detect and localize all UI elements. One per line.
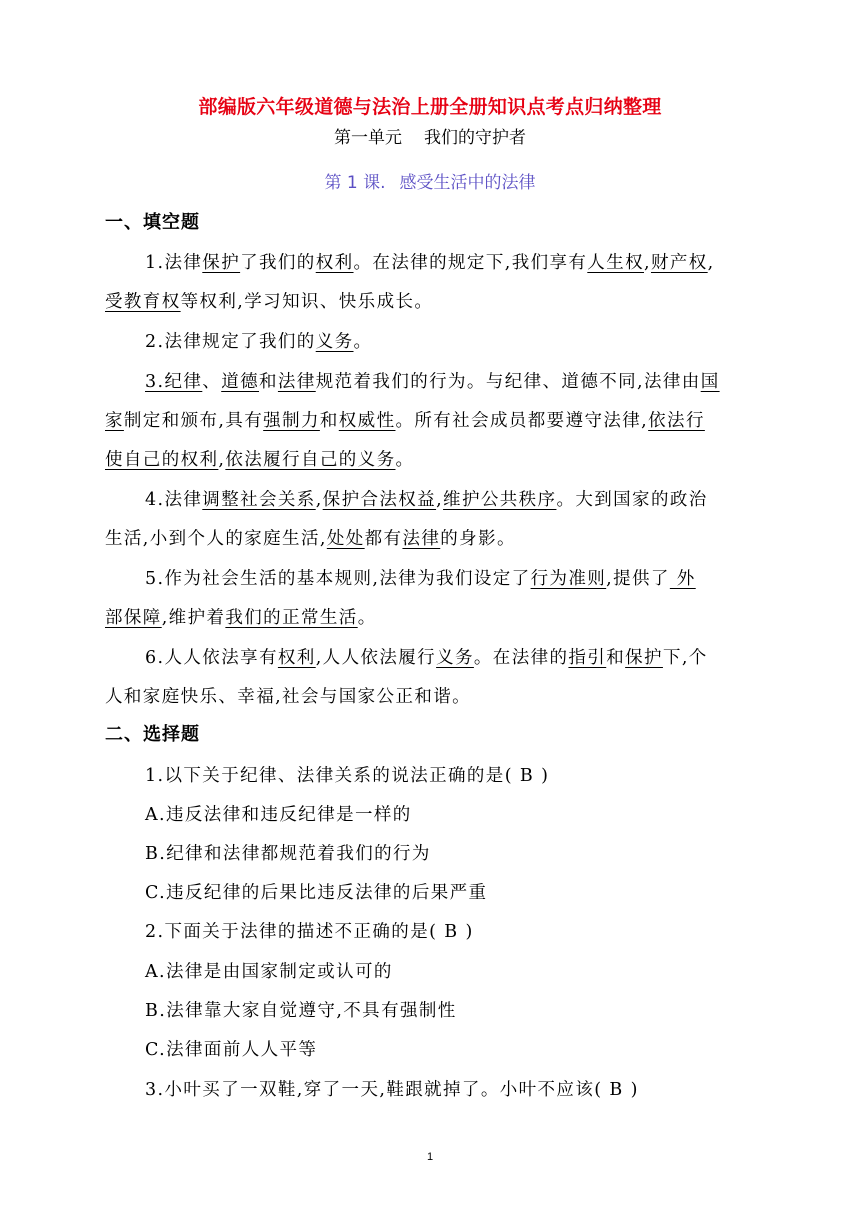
answer-blank: 受教育权 xyxy=(105,292,181,312)
answer-blank: 强制力 xyxy=(263,411,320,431)
answer-blank: 保护 xyxy=(202,253,241,273)
answer-blank: 权威性 xyxy=(338,411,396,431)
fill-q6-line2: 人和家庭快乐、幸福,社会与国家公正和谐。 xyxy=(105,687,472,707)
answer-blank: 指引 xyxy=(568,648,607,668)
answer-blank: 使自己的权利 xyxy=(105,450,219,470)
answer-blank: 依法行 xyxy=(648,411,705,431)
document-title: 部编版六年级道德与法治上册全册知识点考点归纳整理 xyxy=(198,96,662,118)
answer-blank: 法律 xyxy=(277,372,316,392)
section-heading-choice: 二、选择题 xyxy=(105,724,200,745)
choice-q1-option-b: B.纪律和法律都规范着我们的行为 xyxy=(145,844,431,864)
lesson-name: 感受生活中的法律 xyxy=(399,173,536,193)
fill-q3-line1: 3.纪律、道德和法律规范着我们的行为。与纪律、道德不同,法律由国 xyxy=(145,372,720,392)
answer-blank: 财产权 xyxy=(650,253,708,273)
fill-q6-line1: 6.人人依法享有权利,人人依法履行义务。在法律的指引和保护下,个 xyxy=(145,648,708,668)
answer-blank: 人生权 xyxy=(587,253,644,273)
choice-q2: 2.下面关于法律的描述不正确的是( B ) xyxy=(145,922,474,942)
answer-blank: 家 xyxy=(105,411,124,431)
unit-name: 我们的守护者 xyxy=(424,128,526,148)
fill-q3-line2: 家制定和颁布,具有强制力和权威性。所有社会成员都要遵守法律,依法行 xyxy=(105,411,705,431)
answer-blank: 保护合法权益 xyxy=(322,490,437,510)
answer-blank: 权利 xyxy=(277,648,316,668)
choice-q2-option-c: C.法律面前人人平等 xyxy=(145,1040,318,1060)
answer-blank: 依法履行自己的义务 xyxy=(225,450,396,470)
fill-q4-line1: 4.法律调整社会关系,保护合法权益,维护公共秩序。大到国家的政治 xyxy=(145,490,708,510)
answer-blank: 道德 xyxy=(221,372,260,392)
fill-q3-line3: 使自己的权利,依法履行自己的义务。 xyxy=(105,450,415,470)
answer-blank: 外 xyxy=(669,569,696,589)
fill-q4-line2: 生活,小到个人的家庭生活,处处都有法律的身影。 xyxy=(105,529,516,549)
choice-q1-option-a: A.违反法律和违反纪律是一样的 xyxy=(145,805,412,825)
answer-blank: 法律 xyxy=(402,529,441,549)
answer-blank: 调整社会关系 xyxy=(202,490,316,510)
answer-blank: 维护公共秩序 xyxy=(443,490,557,510)
fill-q1-line1: 1.法律保护了我们的权利。在法律的规定下,我们享有人生权,财产权, xyxy=(145,253,715,273)
fill-q1-line2: 受教育权等权利,学习知识、快乐成长。 xyxy=(105,292,434,312)
unit-heading xyxy=(0,123,860,148)
answer-blank: 国 xyxy=(700,372,720,392)
choice-q2-option-b: B.法律靠大家自觉遵守,不具有强制性 xyxy=(145,1001,457,1021)
answer-blank: 保护 xyxy=(625,648,663,668)
page-number: 1 xyxy=(426,1151,434,1163)
answer-blank: 行为准则 xyxy=(530,569,607,589)
answer-blank: 我们的正常生活 xyxy=(225,608,358,628)
fill-q5-line1: 5.作为社会生活的基本规则,法律为我们设定了行为准则,提供了 外 xyxy=(145,569,696,589)
answer-blank: 处处 xyxy=(326,529,365,549)
unit-label: 第一单元 xyxy=(334,128,402,148)
fill-q5-line2: 部保障,维护着我们的正常生活。 xyxy=(105,608,377,628)
answer-blank: 权利 xyxy=(315,253,354,273)
choice-q1: 1.以下关于纪律、法律关系的说法正确的是( B ) xyxy=(145,766,550,786)
section-heading-fill: 一、填空题 xyxy=(105,212,200,233)
choice-q2-option-a: A.法律是由国家制定或认可的 xyxy=(145,962,393,982)
answer-blank: 部保障 xyxy=(105,608,162,628)
lesson-label: 第 1 课. xyxy=(324,173,386,193)
answer-blank: 义务 xyxy=(436,648,474,668)
answer-blank: 义务 xyxy=(315,332,354,352)
choice-q3: 3.小叶买了一双鞋,穿了一天,鞋跟就掉了。小叶不应该( B ) xyxy=(145,1080,639,1100)
answer-blank: 3.纪律 xyxy=(145,372,203,392)
lesson-heading xyxy=(0,168,860,193)
fill-q2: 2.法律规定了我们的义务。 xyxy=(145,332,373,352)
choice-q1-option-c: C.违反纪律的后果比违反法律的后果严重 xyxy=(145,883,488,903)
